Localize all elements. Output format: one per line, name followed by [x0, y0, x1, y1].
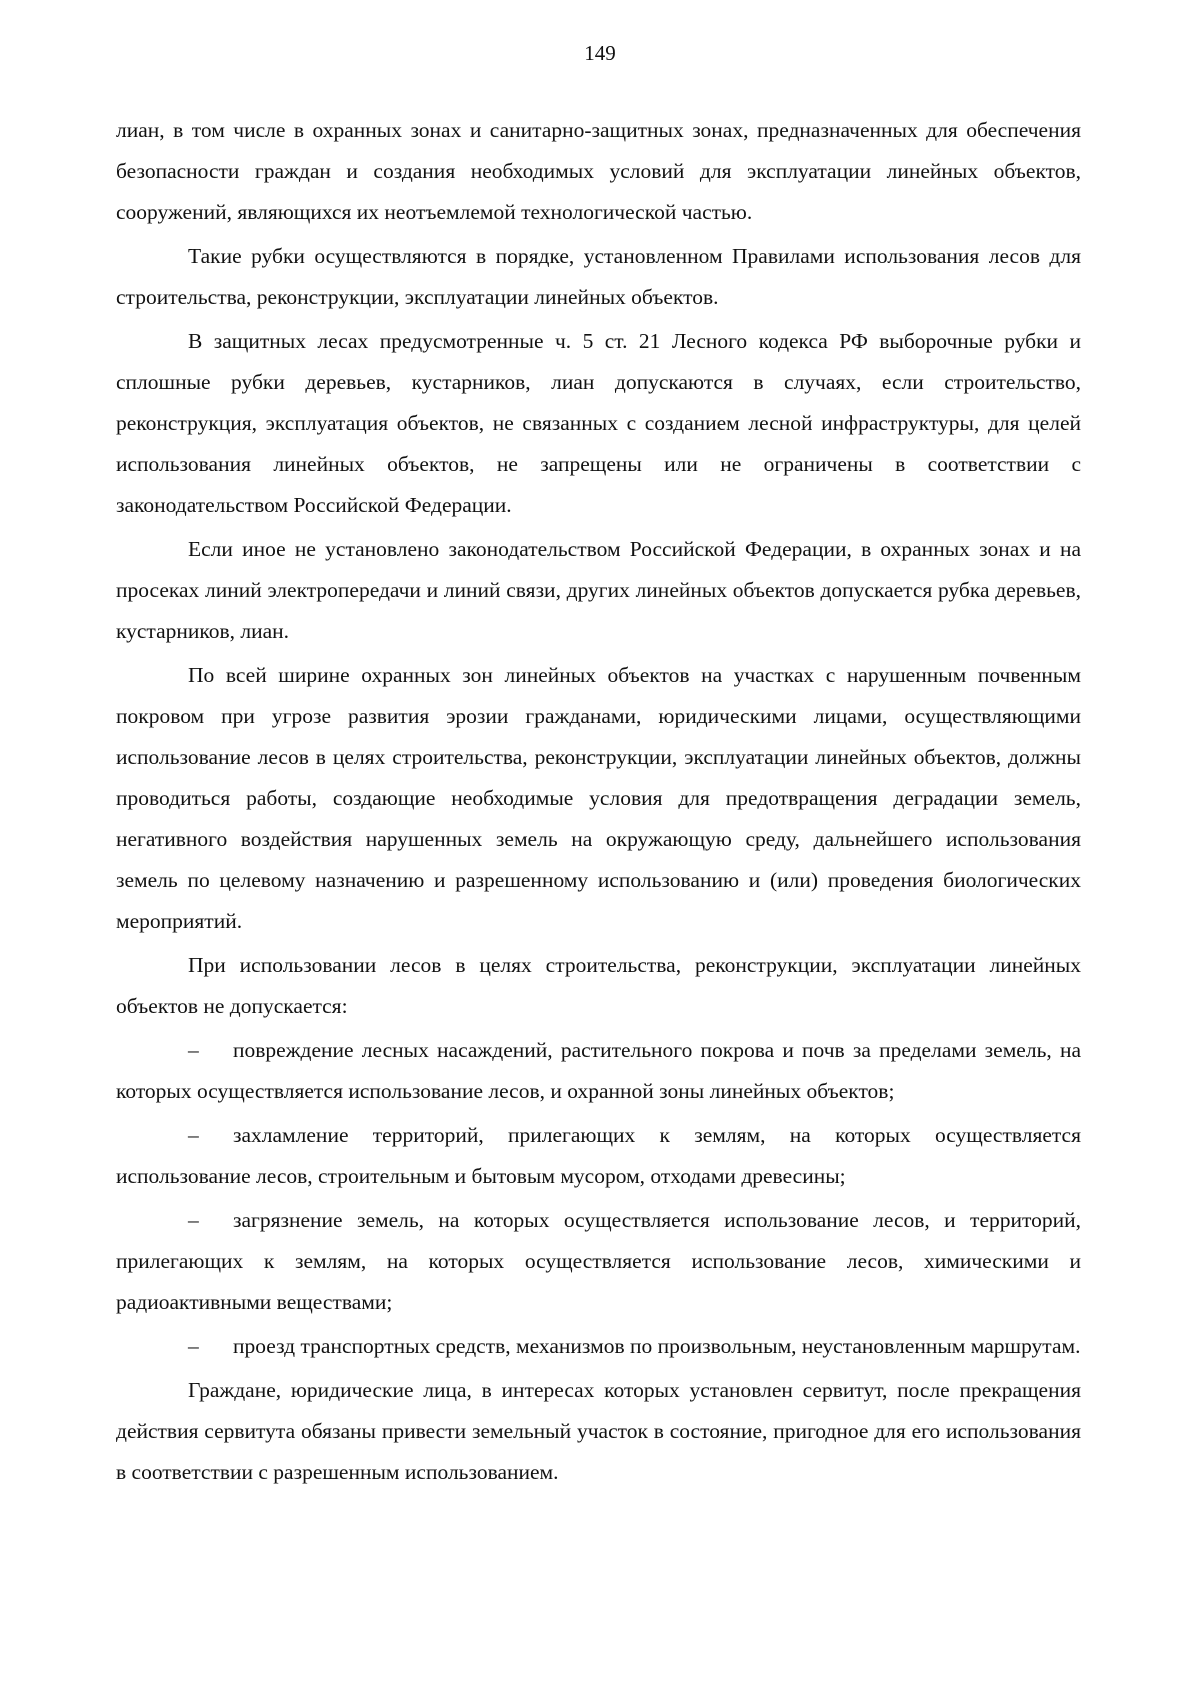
paragraph: лиан, в том числе в охранных зонах и санитарно-защитных зонах, предназначенных для обеспечения безопасности граждан и создания необходимых условий для эксплуатации линейных объектов, сооружений, являющихся их неотъемлемой технологической частью.: [116, 118, 1081, 224]
list-item: [116, 1030, 1081, 1112]
paragraph: Если иное не установлено законодательством Российской Федерации, в охранных зонах и на просеках линий электропередачи и линий связи, других линейных объектов допускается рубка деревьев, кустарников, лиан.: [116, 537, 1081, 643]
list-dash: –: [188, 1208, 199, 1232]
paragraph: В защитных лесах предусмотренные ч. 5 ст. 21 Лесного кодекса РФ выборочные рубки и сплошные рубки деревьев, кустарников, лиан допускаются в случаях, если строительство, реконструкция, эксплуатация объектов, не связанных с созданием лесной инфраструктуры, для целей использования линейных объектов, не запрещены или не ограничены в соответствии с законодательством Российской Федерации.: [116, 329, 1081, 517]
list-dash: –: [188, 1038, 199, 1062]
list-item-text: загрязнение земель, на которых осуществляется использование лесов, и территорий, прилегающих к землям, на которых осуществляется использование лесов, химическими и радиоактивными веществами;: [116, 1208, 1081, 1314]
paragraph: По всей ширине охранных зон линейных объектов на участках с нарушенным почвенным покровом при угрозе развития эрозии гражданами, юридическими лицами, осуществляющими использование лесов в целях строительства, реконструкции, эксплуатации линейных объектов, должны проводиться работы, создающие необходимые условия для предотвращения деградации земель, негативного воздействия нарушенных земель на окружающую среду, дальнейшего использования земель по целевому назначению и разрешенному использованию и (или) проведения биологических мероприятий.: [116, 663, 1081, 933]
list-item: [116, 1115, 1081, 1197]
document-body: [116, 110, 1081, 1496]
page-number: 149: [584, 41, 616, 65]
list-item: [116, 1200, 1081, 1323]
list-item-text: повреждение лесных насаждений, растительного покрова и почв за пределами земель, на которых осуществляется использование лесов, и охранной зоны линейных объектов;: [116, 1038, 1081, 1103]
list-item: [116, 1326, 1081, 1367]
paragraph: При использовании лесов в целях строительства, реконструкции, эксплуатации линейных объектов не допускается:: [116, 953, 1081, 1018]
list-item-text: проезд транспортных средств, механизмов по произвольным, неустановленным маршрутам.: [233, 1334, 1081, 1358]
paragraph: Такие рубки осуществляются в порядке, установленном Правилами использования лесов для строительства, реконструкции, эксплуатации линейных объектов.: [116, 244, 1081, 309]
closing-paragraph: Граждане, юридические лица, в интересах которых установлен сервитут, после прекращения действия сервитута обязаны привести земельный участок в состояние, пригодное для его использования в соответствии с разрешенным использованием.: [116, 1378, 1081, 1484]
list-dash: –: [188, 1123, 199, 1147]
list-dash: –: [188, 1334, 199, 1358]
list-item-text: захламление территорий, прилегающих к землям, на которых осуществляется использование лесов, строительным и бытовым мусором, отходами древесины;: [116, 1123, 1081, 1188]
